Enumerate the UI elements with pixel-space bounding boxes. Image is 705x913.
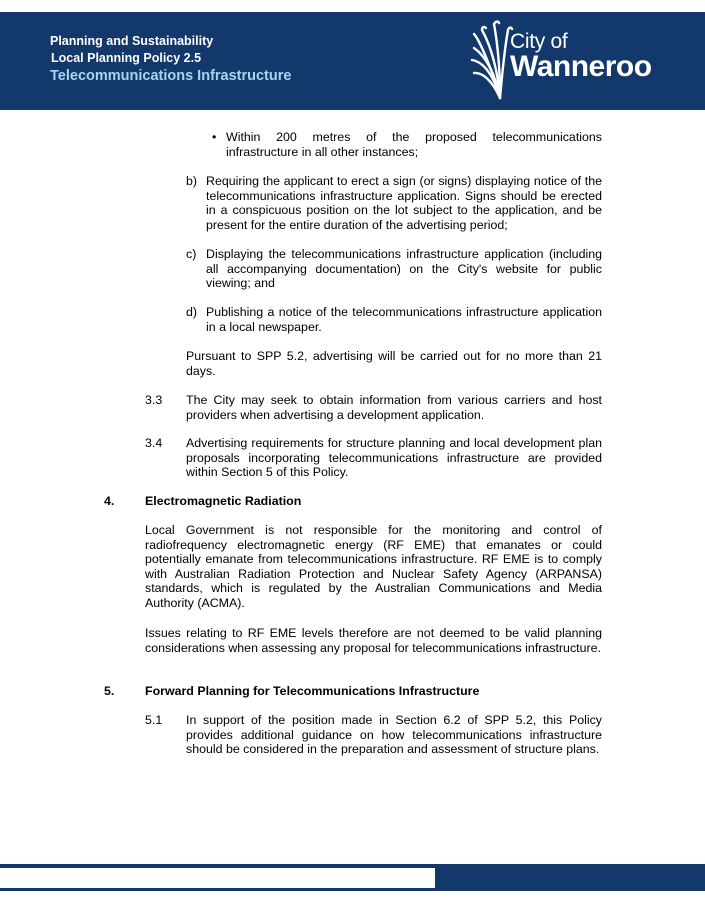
logo-text-small: City of [510,30,568,53]
section-4-paragraph-2: Issues relating to RF EME levels therefore are not deemed to be valid planning considerations when assessing any proposal for telecommunications infrastructure. [145,626,602,655]
section-5-heading: Forward Planning for Telecommunications Infrastructure [145,684,480,698]
bullet-marker: • [212,130,217,144]
item-text-b: Requiring the applicant to erect a sign (or signs) displaying notice of the telecommunications infrastructure application. Signs should be erected in a conspicuous position on the lot subject to the application, and be present for the entire duration of the advertising period; [206,174,602,232]
logo-text-big: Wanneroo [510,50,652,83]
clause-number-3-4: 3.4 [145,436,163,450]
item-marker-c: c) [186,247,197,261]
pursuant-paragraph: Pursuant to SPP 5.2, advertising will be carried out for no more than 21 days. [186,349,602,378]
clause-number-3-3: 3.3 [145,393,163,407]
header-policy-number: Local Planning Policy 2.5 [51,51,202,65]
clause-text-3-4: Advertising requirements for structure planning and local development plan proposals incorporating telecommunications infrastructure are provided within Section 5 of this Policy. [186,436,602,480]
item-text-c: Displaying the telecommunications infrastructure application (including all accompanying documentation) on the City's website for public viewing; and [206,247,602,291]
section-4-heading: Electromagnetic Radiation [145,494,302,508]
item-text-d: Publishing a notice of the telecommunications infrastructure application in a local newspaper. [206,305,602,334]
header-policy-title: Telecommunications Infrastructure [50,68,292,84]
city-logo [470,18,680,102]
footer-rule-bottom [0,888,705,891]
section-4-paragraph-1: Local Government is not responsible for the monitoring and control of radiofrequency electromagnetic energy (RF EME) that emanates or could potentially emanate from telecommunications infrastructure. RF EME is to comply with Australian Radiation Protection and Nuclear Safety Agency (ARPANSA) standards, which is regulated by the Australian Communications and Media Authority (ACMA). [145,523,602,610]
clause-text-5-1: In support of the position made in Section 6.2 of SPP 5.2, this Policy provides additional guidance on how telecommunications infrastructure should be considered in the preparation and assessment of structure plans. [186,713,602,757]
clause-text-3-3: The City may seek to obtain information from various carriers and host providers when advertising a development application. [186,393,602,422]
item-marker-d: d) [186,305,198,319]
bullet-text: Within 200 metres of the proposed telecommunications infrastructure in all other instances; [226,130,602,159]
section-5-number: 5. [104,684,115,698]
clause-number-5-1: 5.1 [145,713,163,727]
footer-dark-panel [435,868,705,888]
page-header [0,12,705,110]
section-4-number: 4. [104,494,115,508]
footer-white-panel [4,868,434,888]
header-department: Planning and Sustainability [50,34,214,48]
item-marker-b: b) [186,174,198,188]
